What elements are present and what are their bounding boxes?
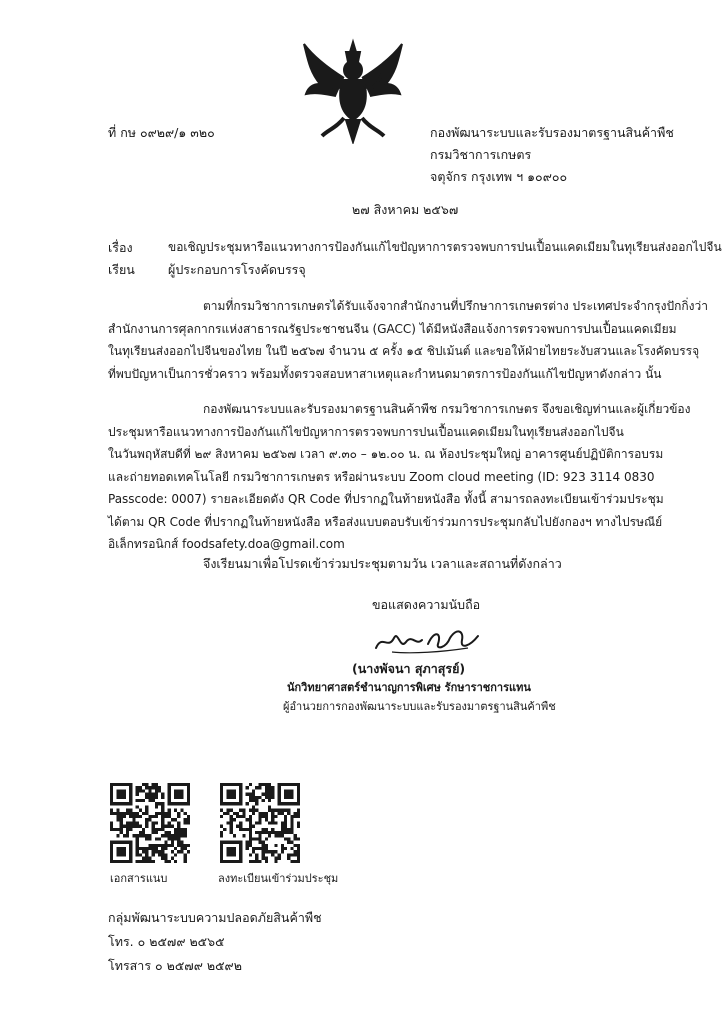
subject-text: ขอเชิญประชุมหารือแนวทางการป้องกันแก้ไขปัญหาการตรวจพบการปนเปื้อนแคดเมียมในทุเรียนส่งออกไปจีน bbox=[168, 240, 722, 254]
closing-salutation: ขอแสดงความนับถือ bbox=[372, 597, 481, 612]
qr-code-registration[interactable] bbox=[220, 783, 300, 863]
recipient-label: เรียน bbox=[108, 262, 135, 277]
paragraph-2-line: ได้ตาม QR Code ที่ปรากฏในท้ายหนังสือ หรือส่งแบบตอบรับเข้าร่วมการประชุมกลับไปยังกองฯ ทางไปรษณีย์ bbox=[108, 514, 663, 529]
qr-code-attachment[interactable] bbox=[110, 783, 190, 863]
qr-caption-attachment: เอกสารแนบ bbox=[110, 872, 168, 885]
paragraph-2-line: อิเล็กทรอนิกส์ foodsafety.doa@gmail.com bbox=[108, 537, 345, 551]
reference-number: ที่ กษ ๐๙๒๙/๑ ๓๒๐ bbox=[108, 125, 215, 140]
footer-fax: โทรสาร ๐ ๒๕๗๙ ๒๕๙๒ bbox=[108, 958, 242, 973]
paragraph-2-line: Passcode: 0007) รายละเอียดดัง QR Code ที่ปรากฏในท้ายหนังสือ ทั้งนี้ สามารถลงทะเบียนเข้าร่วมประชุม bbox=[108, 492, 664, 506]
paragraph-1-line: ในทุเรียนส่งออกไปจีนของไทย ในปี ๒๕๖๗ จำนวน ๕ ครั้ง ๑๕ ชิปเม้นต์ และขอให้ฝ่ายไทยระงับสวนและโรงคัดบรรจุ bbox=[108, 344, 700, 358]
qr-caption-registration: ลงทะเบียนเข้าร่วมประชุม bbox=[218, 872, 339, 885]
paragraph-1 bbox=[108, 295, 708, 385]
sender-org-line-2: กรมวิชาการเกษตร bbox=[430, 147, 532, 162]
paragraph-1-line: สำนักงานการศุลกากรแห่งสาธารณรัฐประชาชนจีน (GACC) ได้มีหนังสือแจ้งการตรวจพบการปนเปื้อนแคดเมียม bbox=[108, 321, 677, 336]
handwritten-signature bbox=[372, 620, 482, 660]
signer-name: (นางพัจนา สุภาสุรย์) bbox=[352, 661, 466, 676]
subject-label: เรื่อง bbox=[108, 240, 133, 255]
recipient-text: ผู้ประกอบการโรงคัดบรรจุ bbox=[168, 262, 306, 277]
paragraph-2 bbox=[108, 398, 691, 556]
closing-request: จึงเรียนมาเพื่อโปรดเข้าร่วมประชุมตามวัน เวลาและสถานที่ดังกล่าว bbox=[203, 556, 562, 571]
paragraph-1-line: ที่พบปัญหาเป็นการชั่วคราว พร้อมทั้งตรวจสอบหาสาเหตุและกำหนดมาตรการป้องกันแก้ไขปัญหาดังกล่าว นั้น bbox=[108, 366, 662, 381]
signer-org: ผู้อำนวยการกองพัฒนาระบบและรับรองมาตรฐานสินค้าพืช bbox=[283, 700, 556, 713]
paragraph-2-line: และถ่ายทอดเทคโนโลยี กรมวิชาการเกษตร หรือผ่านระบบ Zoom cloud meeting (ID: 923 3114 0830 bbox=[108, 469, 655, 484]
letter-date: ๒๗ สิงหาคม ๒๕๖๗ bbox=[352, 202, 459, 217]
garuda-emblem-icon bbox=[298, 38, 408, 144]
paragraph-2-line: ในวันพฤหัสบดีที่ ๒๙ สิงหาคม ๒๕๖๗ เวลา ๙.๓๐ – ๑๒.๐๐ น. ณ ห้องประชุมใหญ่ อาคารศูนย์ปฏิบัติการอบรม bbox=[108, 447, 664, 461]
sender-org-line-1: กองพัฒนาระบบและรับรองมาตรฐานสินค้าพืช bbox=[430, 125, 674, 140]
paragraph-2-line: ประชุมหารือแนวทางการป้องกันแก้ไขปัญหาการตรวจพบการปนเปื้อนแคดเมียมในทุเรียนส่งออกไปจีน bbox=[108, 424, 624, 439]
signer-position: นักวิทยาศาสตร์ชำนาญการพิเศษ รักษาราชการแทน bbox=[287, 681, 531, 694]
footer-tel: โทร. ๐ ๒๕๗๙ ๒๕๖๕ bbox=[108, 934, 225, 949]
paragraph-2-line: กองพัฒนาระบบและรับรองมาตรฐานสินค้าพืช กรมวิชาการเกษตร จึงขอเชิญท่านและผู้เกี่ยวข้อง bbox=[203, 402, 691, 416]
paragraph-1-line: ตามที่กรมวิชาการเกษตรได้รับแจ้งจากสำนักงานที่ปรึกษาการเกษตรต่าง ประเทศประจำกรุงปักกิ่งว่า bbox=[203, 299, 708, 313]
sender-org-line-3: จตุจักร กรุงเทพ ฯ ๑๐๙๐๐ bbox=[430, 169, 568, 184]
footer-unit: กลุ่มพัฒนาระบบความปลอดภัยสินค้าพืช bbox=[108, 910, 322, 925]
